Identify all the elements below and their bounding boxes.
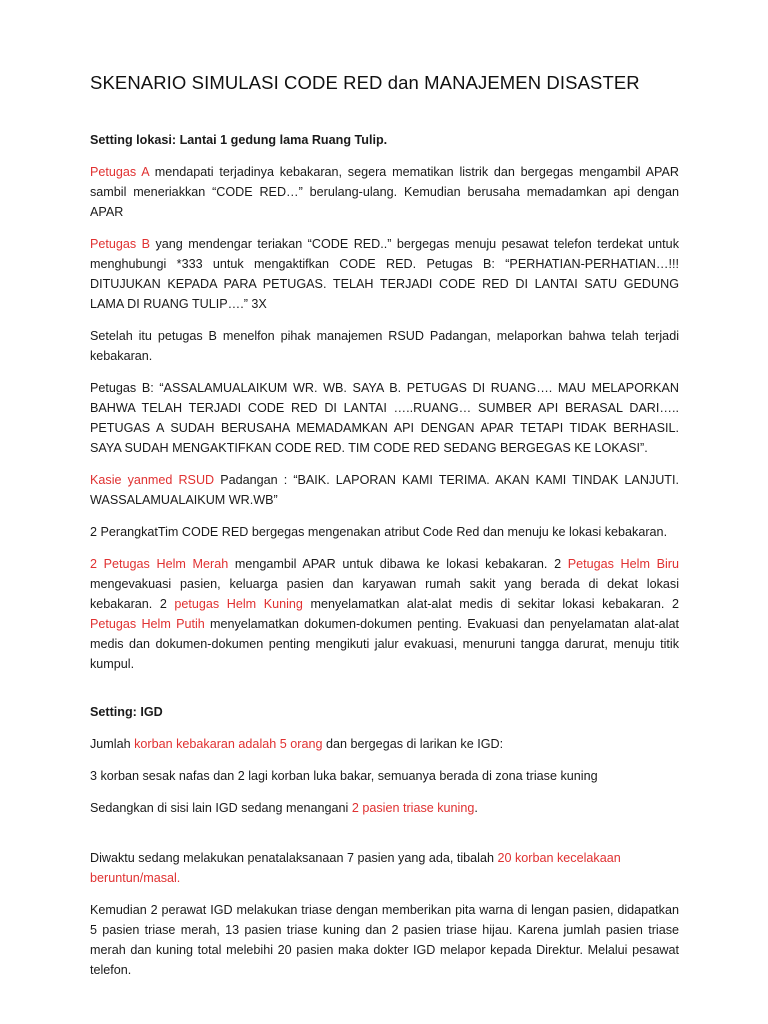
paragraph-accident (90, 848, 679, 888)
paragraph-text: yang mendengar teriakan “CODE RED..” bergegas menuju pesawat telefon terdekat untuk menghubungi *333 untuk mengaktifkan CODE RED. Petugas B: “PERHATIAN-PERHATIAN…!!! DITUJUKAN KEPADA PARA PETUGAS. TELAH TERJADI CODE RED DI LANTAI SATU GEDUNG LAMA DI RUANG TULIP….” 3X (90, 237, 679, 311)
paragraph-petugas-a (90, 162, 679, 222)
page-title: SKENARIO SIMULASI CODE RED dan MANAJEMEN DISASTER (90, 72, 640, 93)
paragraph-text: menyelamatkan alat-alat medis di sekitar lokasi kebakaran. 2 (302, 597, 679, 611)
highlight-korban: korban kebakaran adalah 5 orang (134, 737, 323, 751)
paragraph-petugas-b-call: Petugas B: “ASSALAMUALAIKUM WR. WB. SAYA B. PETUGAS DI RUANG…. MAU MELAPORKAN BAHWA TELAH TERJADI CODE RED DI LANTAI …..RUANG… SUMBER API BERASAL DARI….. PETUGAS A SUDAH BERUSAHA MEMADAMKAN API DENGAN APAR TETAPI TIDAK BERHASIL. SAYA SUDAH MENGAKTIFKAN CODE RED. TIM CODE RED SEDANG BERGEGAS KE LOKASI”. (90, 381, 679, 455)
paragraph-text: menyelamatkan dokumen-dokumen penting. Evakuasi dan penyelamatan alat-alat medis dan dokumen-dokumen penting mengikuti jalur evakuasi, menuruni tangga darurat, menuju titik kumpul. (90, 617, 679, 671)
setting-location: Setting lokasi: Lantai 1 gedung lama Ruang Tulip. (90, 133, 388, 147)
paragraph-kasie-yanmed (90, 470, 679, 510)
highlight-helm-putih: Petugas Helm Putih (90, 617, 205, 631)
paragraph-text: . (474, 801, 478, 815)
paragraph-helm (90, 554, 679, 674)
highlight-petugas-b: Petugas B (90, 237, 151, 251)
paragraph-text: Sedangkan di sisi lain IGD sedang menangani (90, 801, 352, 815)
highlight-petugas-a: Petugas A (90, 165, 149, 179)
paragraph-igd-patients (90, 798, 679, 818)
paragraph-report: Setelah itu petugas B menelfon pihak manajemen RSUD Padangan, melaporkan bahwa telah terjadi kebakaran. (90, 329, 679, 363)
paragraph-text: mendapati terjadinya kebakaran, segera mematikan listrik dan bergegas mengambil APAR sambil meneriakkan “CODE RED…” berulang-ulang. Kemudian berusaha memadamkan api dengan APAR (90, 165, 679, 219)
paragraph-text: mengambil APAR untuk dibawa ke lokasi kebakaran. 2 (228, 557, 568, 571)
highlight-korban-kecelakaan: 20 korban kecelakaan beruntun/masal. (90, 851, 621, 885)
paragraph-text: Padangan : “BAIK. LAPORAN KAMI TERIMA. AKAN KAMI TINDAK LANJUTI. WASSALAMUALAIKUM WR.WB” (90, 473, 679, 507)
paragraph-team: 2 PerangkatTim CODE RED bergegas mengenakan atribut Code Red dan menuju ke lokasi kebakaran. (90, 525, 668, 539)
paragraph-text: Jumlah (90, 737, 135, 751)
paragraph-petugas-b (90, 234, 679, 314)
paragraph-text: mengevakuasi pasien, keluarga pasien dan karyawan rumah sakit yang berada di dekat lokasi kebakaran. 2 (90, 577, 679, 611)
highlight-helm-kuning: petugas Helm Kuning (174, 597, 303, 611)
paragraph-triase-zone: 3 korban sesak nafas dan 2 lagi korban luka bakar, semuanya berada di zona triase kuning (90, 769, 598, 783)
highlight-kasie-yanmed: Kasie yanmed RSUD (90, 473, 215, 487)
highlight-helm-merah: 2 Petugas Helm Merah (90, 557, 229, 571)
paragraph-triase: Kemudian 2 perawat IGD melakukan triase dengan memberikan pita warna di lengan pasien, didapatkan 5 pasien triase merah, 13 pasien triase kuning dan 2 pasien triase hijau. Karena jumlah pasien triase merah dan kuning total melebihi 20 pasien maka dokter IGD melapor kepada Direktur. Melalui pesawat telefon. (90, 903, 679, 977)
paragraph-text: dan bergegas di larikan ke IGD: (322, 737, 504, 751)
highlight-pasien-triase: 2 pasien triase kuning (351, 801, 475, 815)
paragraph-korban (90, 734, 679, 754)
paragraph-text: Diwaktu sedang melakukan penatalaksanaan 7 pasien yang ada, tibalah (90, 851, 498, 865)
setting-igd: Setting: IGD (90, 705, 163, 719)
highlight-helm-biru: Petugas Helm Biru (567, 557, 679, 571)
